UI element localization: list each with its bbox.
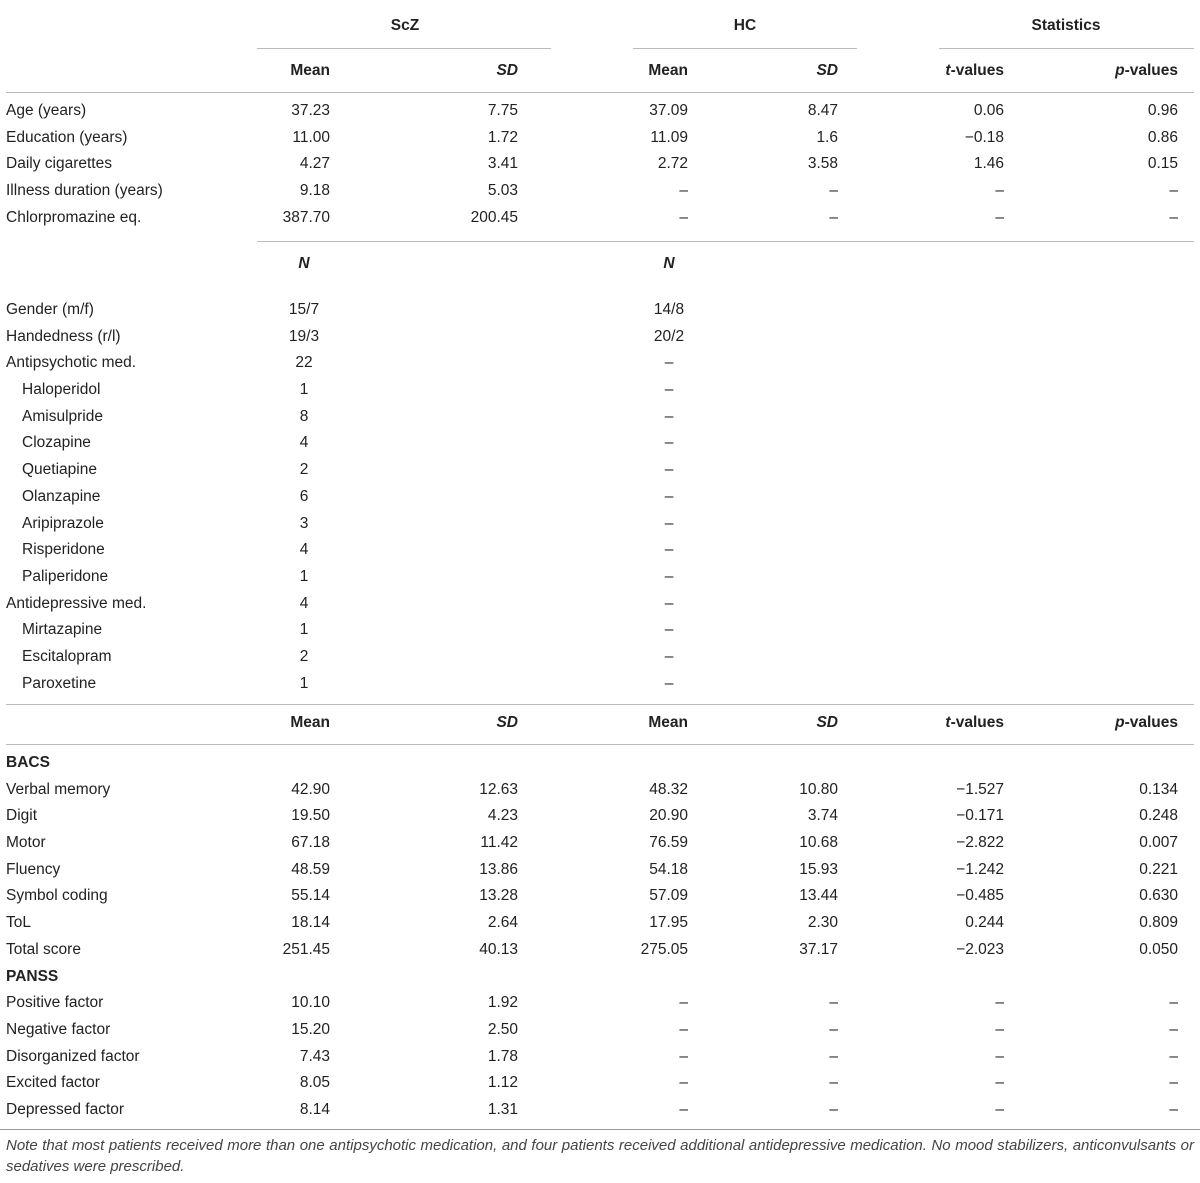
cell: −0.485 (956, 887, 1004, 905)
section-label: BACS (6, 754, 50, 771)
table-row (0, 990, 1200, 1017)
table-row (0, 537, 1200, 564)
table-row (0, 430, 1200, 457)
cell: – (664, 487, 674, 505)
cell: 0.244 (965, 914, 1004, 932)
cell: – (829, 1100, 838, 1118)
section1-rule (257, 241, 1194, 242)
header2-rule (6, 744, 1194, 745)
cell: 1.12 (487, 1074, 518, 1092)
col-n-scz: N (298, 255, 310, 272)
group-scz: ScZ (390, 17, 420, 34)
table-row (0, 591, 1200, 618)
table-row (0, 564, 1200, 591)
table-row (0, 404, 1200, 431)
cell: 2.50 (487, 1020, 518, 1038)
cell: – (679, 1100, 688, 1118)
row-label: Olanzapine (22, 487, 101, 505)
cell: 275.05 (640, 940, 688, 958)
col-p-values: p-values (1115, 62, 1178, 79)
table-row (0, 617, 1200, 644)
row-label: Excited factor (6, 1074, 100, 1092)
scz-underline (257, 48, 551, 49)
cell: 200.45 (470, 208, 518, 226)
col-mean-hc-2: Mean (648, 714, 688, 731)
cell: – (664, 381, 674, 399)
col-mean-hc: Mean (648, 62, 688, 79)
cell: – (829, 1047, 838, 1065)
cell: 14/8 (653, 301, 685, 318)
cell: 13.44 (799, 887, 838, 905)
cell: 20/2 (653, 327, 685, 345)
cell: – (679, 1047, 688, 1065)
cell: 40.13 (479, 940, 518, 958)
table-row (0, 777, 1200, 804)
row-label: Negative factor (6, 1020, 111, 1038)
table-row (0, 98, 1200, 125)
row-label: Escitalopram (22, 647, 112, 665)
stats-underline (939, 48, 1194, 49)
cell: 387.70 (282, 208, 330, 226)
cell: 37.23 (291, 102, 330, 119)
cell: 0.050 (1139, 940, 1178, 958)
cell: 2 (299, 647, 309, 665)
cell: – (679, 208, 688, 226)
cell: – (1169, 1100, 1178, 1118)
cell: 15.20 (291, 1020, 330, 1038)
cell: 6 (299, 487, 309, 505)
cell: 1.6 (816, 128, 838, 146)
col-sd-scz: SD (496, 62, 518, 79)
col-n-hc: N (663, 255, 675, 272)
cell: – (1169, 208, 1178, 226)
cell: – (995, 1047, 1004, 1065)
row-label: Quetiapine (22, 461, 97, 479)
cell: 12.63 (479, 780, 518, 798)
cell: 1 (299, 674, 309, 692)
cell: – (1169, 1074, 1178, 1092)
row-label: Clozapine (22, 434, 91, 452)
cell: – (1169, 1047, 1178, 1065)
section-label: PANSS (6, 967, 59, 985)
cell: 1.31 (487, 1100, 518, 1118)
table-row (0, 671, 1200, 698)
cell: – (664, 567, 674, 585)
cell: 3.58 (807, 155, 838, 173)
cell: 3 (299, 514, 309, 532)
table-row (0, 324, 1200, 351)
row-label: Digit (6, 807, 38, 825)
row-label: Positive factor (6, 994, 104, 1012)
cell: – (995, 1100, 1004, 1118)
cell: 1.78 (487, 1047, 518, 1065)
cell: – (995, 1074, 1004, 1092)
row-label: Motor (6, 834, 46, 852)
cell: 55.14 (291, 887, 330, 905)
table-row (0, 457, 1200, 484)
cell: – (664, 354, 674, 372)
cell: 3.74 (807, 807, 838, 825)
table-row (0, 178, 1200, 205)
group-statistics: Statistics (1031, 17, 1101, 34)
col-t-values-2: t-values (945, 714, 1004, 731)
cell: 3.41 (487, 155, 518, 173)
cell: 17.95 (649, 914, 688, 932)
hc-underline (633, 48, 857, 49)
cell: 13.86 (479, 860, 518, 878)
table-row (0, 964, 1200, 991)
row-label: Daily cigarettes (6, 155, 112, 173)
group-hc: HC (733, 17, 757, 34)
cell: 0.134 (1139, 780, 1178, 798)
table-note: Note that most patients received more than one antipsychotic medication, and four patients received additional antidepressive medication. No mood stabilizers, anticonvulsants or sedatives were prescribed. (6, 1137, 1194, 1175)
cell: 0.15 (1147, 155, 1178, 173)
col-mean-scz-2: Mean (290, 714, 330, 731)
cell: 11.09 (650, 128, 688, 146)
col-sd-hc: SD (816, 62, 838, 79)
cell: 251.45 (282, 940, 330, 958)
row-label: Education (years) (6, 128, 128, 146)
cell: 1 (299, 621, 309, 639)
table-row (0, 883, 1200, 910)
cell: 0.96 (1147, 102, 1178, 119)
cell: 1.46 (973, 155, 1004, 173)
cell: – (829, 994, 838, 1012)
cell: 8.47 (807, 102, 838, 119)
cell: 48.59 (291, 860, 330, 878)
cell: 8 (299, 407, 309, 425)
cell: – (995, 208, 1004, 226)
row-label: Disorganized factor (6, 1047, 140, 1065)
cell: – (1169, 182, 1178, 200)
row-label: Depressed factor (6, 1100, 125, 1118)
cell: – (995, 182, 1004, 200)
cell: 7.75 (487, 102, 518, 119)
cell: 76.59 (649, 834, 688, 852)
cell: – (679, 1020, 688, 1038)
cell: 0.248 (1139, 807, 1178, 825)
cell: 67.18 (291, 834, 330, 852)
cell: 4 (299, 594, 309, 612)
cell: – (664, 407, 674, 425)
cell: 20.90 (649, 807, 688, 825)
row-label: Total score (6, 940, 81, 958)
cell: 0.221 (1139, 860, 1178, 878)
col-mean-scz: Mean (290, 62, 330, 79)
cell: 10.80 (799, 780, 838, 798)
cell: 2.30 (807, 914, 838, 932)
cell: 15/7 (288, 301, 320, 318)
cell: 19/3 (288, 327, 320, 345)
cell: 0.630 (1139, 887, 1178, 905)
cell: 4 (299, 434, 309, 452)
table-row (0, 1070, 1200, 1097)
table-row (0, 1097, 1200, 1124)
n-header-row (0, 251, 1200, 278)
cell: 4 (299, 541, 309, 559)
row-label: Fluency (6, 860, 61, 878)
cell: – (664, 514, 674, 532)
table-row (0, 125, 1200, 152)
col-p-values-2: p-values (1115, 714, 1178, 731)
cell: 15.93 (799, 860, 838, 878)
row-label: Symbol coding (6, 887, 108, 905)
group-header-row (0, 0, 1200, 50)
row-label: Gender (m/f) (6, 301, 94, 318)
cell: – (995, 1020, 1004, 1038)
cell: – (829, 208, 838, 226)
col-t-values: t-values (945, 62, 1004, 79)
cell: 10.68 (799, 834, 838, 852)
table-row (0, 511, 1200, 538)
cell: 2 (299, 461, 309, 479)
cell: 0.007 (1139, 834, 1178, 852)
cell: – (664, 594, 674, 612)
section2-rule (6, 704, 1194, 705)
table-bottom-rule (0, 1129, 1200, 1130)
cell: – (664, 434, 674, 452)
cell: 10.10 (291, 994, 330, 1012)
table-row (0, 937, 1200, 964)
table-row (0, 205, 1200, 232)
row-label: Mirtazapine (22, 621, 103, 639)
col-sd-scz-2: SD (496, 714, 518, 731)
cell: −0.18 (964, 128, 1004, 146)
cell: – (679, 182, 688, 200)
table-row (0, 297, 1200, 324)
cell: 7.43 (299, 1047, 330, 1065)
cell: 11.42 (480, 834, 518, 852)
cell: −1.242 (956, 860, 1004, 878)
cell: 18.14 (291, 914, 330, 932)
cell: 11.00 (292, 128, 330, 146)
table-row (0, 750, 1200, 777)
cell: – (664, 647, 674, 665)
cell: 42.90 (291, 780, 330, 798)
row-label: Aripiprazole (22, 514, 104, 532)
section-cognition-symptoms (0, 750, 1200, 1124)
header-rule (6, 92, 1194, 93)
cell: 19.50 (291, 807, 330, 825)
row-label: Antipsychotic med. (6, 354, 137, 372)
table-row (0, 377, 1200, 404)
cell: 4.27 (299, 155, 330, 173)
cell: 0.86 (1147, 128, 1178, 146)
table-row (0, 910, 1200, 937)
cell: 22 (295, 354, 313, 372)
table-row (0, 350, 1200, 377)
column-header-row (0, 58, 1200, 85)
cell: −0.171 (956, 807, 1004, 825)
cell: – (829, 1074, 838, 1092)
cell: 5.03 (487, 182, 518, 200)
table-row (0, 484, 1200, 511)
cell: 0.809 (1139, 914, 1178, 932)
table-row (0, 857, 1200, 884)
cell: 57.09 (649, 887, 688, 905)
table-row (0, 1017, 1200, 1044)
row-label: Paliperidone (22, 567, 109, 585)
cell: −2.822 (956, 834, 1004, 852)
cell: 2.64 (487, 914, 518, 932)
row-label: Antidepressive med. (6, 594, 147, 612)
row-label: Illness duration (years) (6, 182, 163, 200)
row-label: Handedness (r/l) (6, 327, 121, 345)
row-label: Risperidone (22, 541, 105, 559)
cell: 1.72 (487, 128, 518, 146)
cell: – (1169, 1020, 1178, 1038)
table-row (0, 803, 1200, 830)
cell: – (664, 541, 674, 559)
cell: 2.72 (657, 155, 688, 173)
table-row (0, 830, 1200, 857)
cell: −2.023 (956, 940, 1004, 958)
cell: 13.28 (479, 887, 518, 905)
row-label: Age (years) (6, 102, 87, 119)
cell: 37.09 (649, 102, 688, 119)
cell: – (829, 182, 838, 200)
cell: – (664, 461, 674, 479)
cell: – (679, 994, 688, 1012)
row-label: Chlorpromazine eq. (6, 208, 142, 226)
cell: – (664, 621, 674, 639)
cell: – (995, 994, 1004, 1012)
col-sd-hc-2: SD (816, 714, 838, 731)
row-label: Verbal memory (6, 780, 111, 798)
cell: – (1169, 994, 1178, 1012)
section-demographics (0, 98, 1200, 231)
table-row (0, 1044, 1200, 1071)
cell: – (664, 674, 674, 692)
cell: 8.14 (299, 1100, 330, 1118)
cell: 4.23 (487, 807, 518, 825)
row-label: Haloperidol (22, 381, 101, 399)
cell: 1 (299, 381, 309, 399)
cell: 8.05 (299, 1074, 330, 1092)
cell: −1.527 (956, 780, 1004, 798)
row-label: ToL (6, 914, 31, 932)
row-label: Amisulpride (22, 407, 103, 425)
row-label: Paroxetine (22, 674, 97, 692)
section-medication (0, 297, 1200, 697)
cell: 54.18 (649, 860, 688, 878)
cell: 37.17 (799, 940, 838, 958)
cell: 48.32 (649, 780, 688, 798)
table-row (0, 644, 1200, 671)
cell: – (679, 1074, 688, 1092)
cell: – (829, 1020, 838, 1038)
cell: 9.18 (299, 182, 330, 200)
cell: 1.92 (487, 994, 518, 1012)
column-header-row-2 (0, 710, 1200, 737)
cell: 0.06 (973, 102, 1004, 119)
table-row (0, 151, 1200, 178)
cell: 1 (299, 567, 309, 585)
